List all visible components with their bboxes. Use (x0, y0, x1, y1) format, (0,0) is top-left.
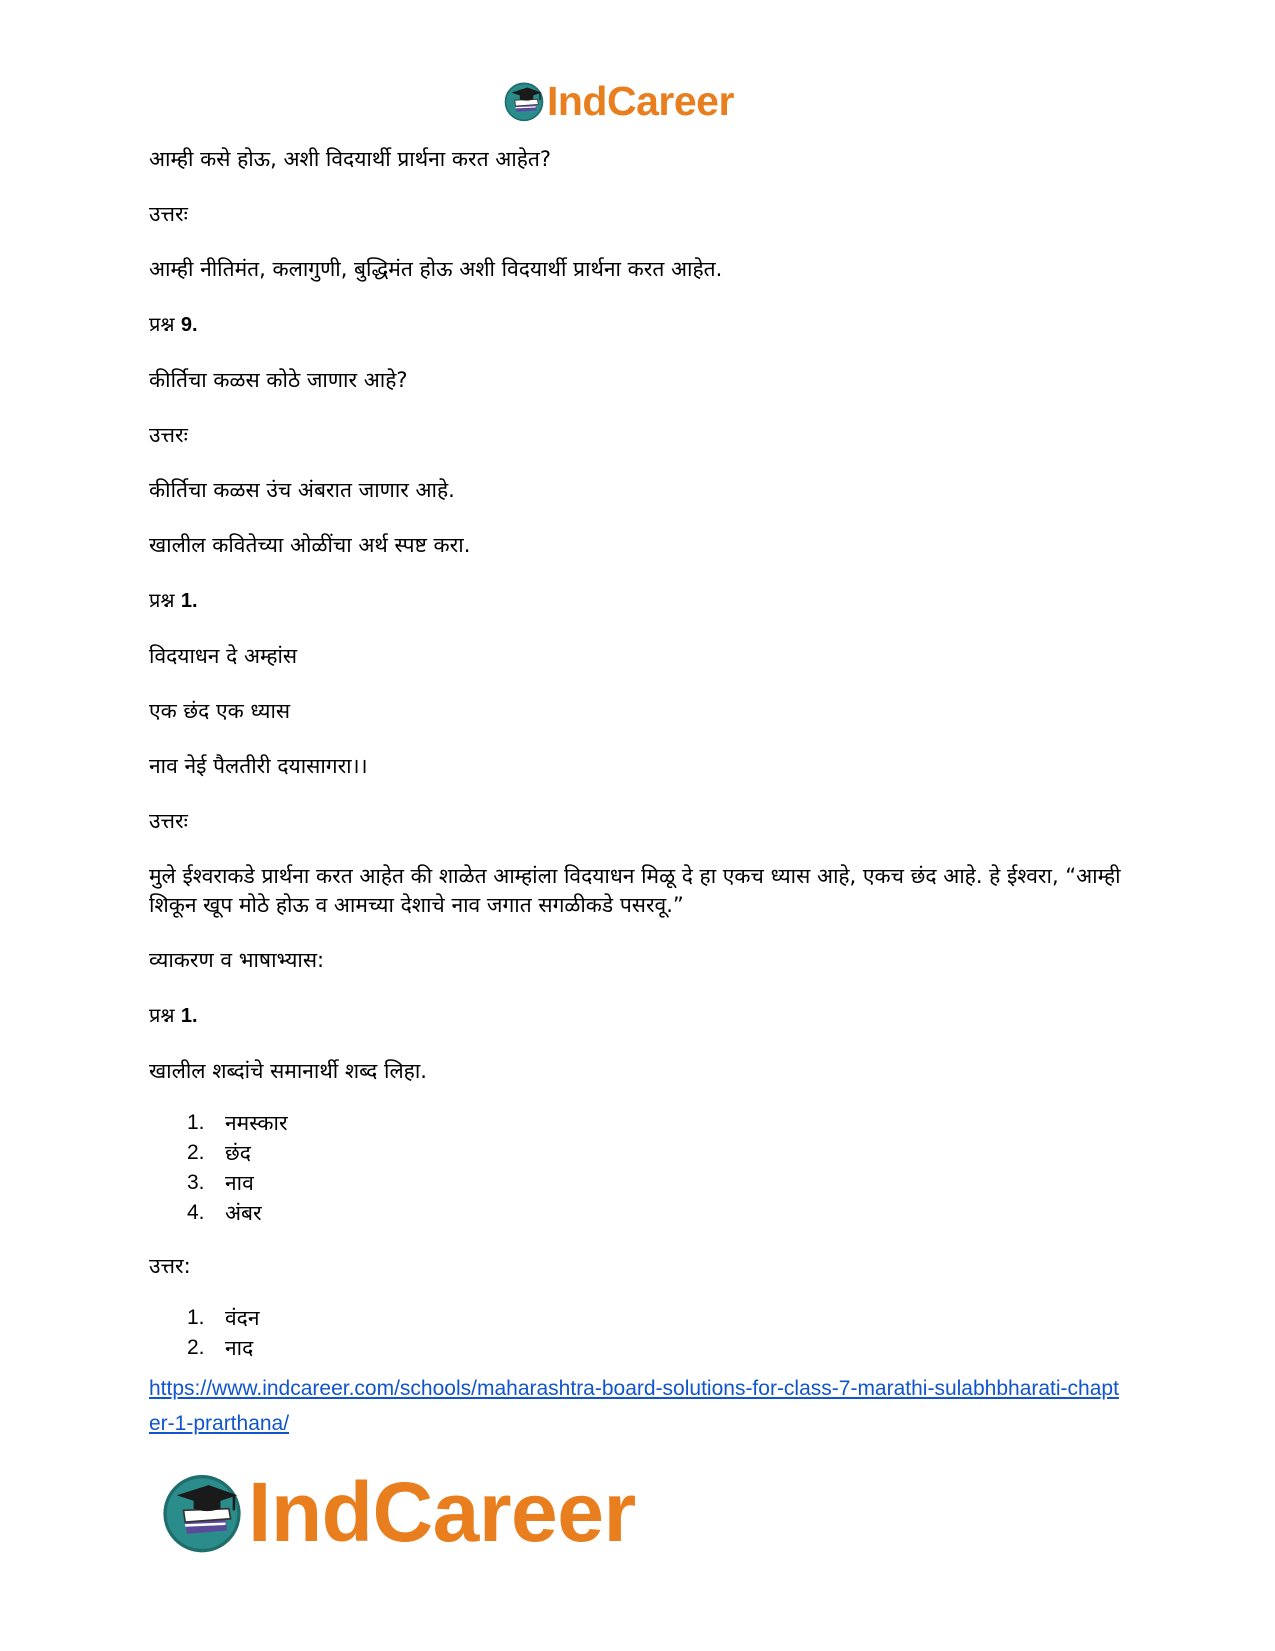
poem-line-3: नाव नेई पैलतीरी दयासागरा।। (149, 754, 368, 778)
meaning-question-1-label-word: प्रश्न (149, 588, 175, 612)
list-item-text: वंदन (225, 1306, 260, 1330)
meaning-question-1-number: 1. (180, 590, 198, 612)
list-item (149, 1303, 1129, 1333)
meaning-question-1-answer-label: उत्तरः (149, 809, 188, 833)
graduation-cap-books-icon (160, 1470, 244, 1554)
question-9-label (149, 310, 1129, 340)
list-item-text: अंबर (225, 1201, 262, 1225)
answer-word-list (149, 1303, 1129, 1363)
list-item-number: 1. (187, 1306, 205, 1329)
meaning-question-1-label (149, 586, 1129, 616)
list-item (149, 1333, 1129, 1363)
section-heading-grammar: व्याकरण व भाषाभ्यास: (149, 948, 325, 972)
question-word-list (149, 1108, 1129, 1228)
list-item-number: 1. (187, 1111, 205, 1134)
footer-logo (160, 1465, 636, 1559)
footer-source-link[interactable]: https://www.indcareer.com/schools/maharashtra-board-solutions-for-class-7-marathi-sulabhbharati-chapter-1-prarthana/ (149, 1377, 1119, 1435)
poem-line-1: विदयाधन दे अम्हांस (149, 644, 298, 668)
list-item-text: नाव (225, 1171, 254, 1195)
graduation-cap-books-icon (503, 80, 545, 122)
logo-wordmark: IndCareer (248, 1465, 636, 1559)
question-9-number: 9. (180, 314, 198, 336)
grammar-question-1-label-word: प्रश्न (149, 1003, 175, 1027)
list-item (149, 1198, 1129, 1228)
question-8-answer: आम्ही नीतिमंत, कलागुणी, बुद्धिमंत होऊ अशी विदयार्थी प्रार्थना करत आहेत. (149, 257, 723, 281)
header-logo (503, 77, 734, 124)
list-item (149, 1138, 1129, 1168)
question-9-text: कीर्तिचा कळस कोठे जाणार आहे? (149, 368, 408, 392)
list-item (149, 1108, 1129, 1138)
grammar-question-1-answer-label: उत्तर: (149, 1254, 191, 1278)
grammar-question-1-text: खालील शब्दांचे समानार्थी शब्द लिहा. (149, 1059, 427, 1083)
question-9-label-word: प्रश्न (149, 312, 175, 336)
list-item-text: छंद (225, 1141, 251, 1165)
question-8-text: आम्ही कसे होऊ, अशी विदयार्थी प्रार्थना करत आहेत? (149, 147, 552, 171)
grammar-question-1-label (149, 1001, 1129, 1031)
grammar-question-1-number: 1. (180, 1005, 198, 1027)
meaning-question-1-answer: मुले ईश्वराकडे प्रार्थना करत आहेत की शाळेत आम्हांला विदयाधन मिळू दे हा एकच ध्यास आहे, एकच छंद आहे. हे ईश्वरा, “आम्ही शिकून खूप मोठे होऊ व आमच्या देशाचे नाव जगात सगळीकडे पसरवू.” (149, 864, 1121, 917)
poem-line-2: एक छंद एक ध्यास (149, 699, 291, 723)
question-9-answer-label: उत्तरः (149, 423, 188, 447)
question-9-answer: कीर्तिचा कळस उंच अंबरात जाणार आहे. (149, 478, 455, 502)
logo-wordmark: IndCareer (547, 77, 734, 124)
section-heading-meaning: खालील कवितेच्या ओळींचा अर्थ स्पष्ट करा. (149, 533, 471, 557)
list-item-text: नमस्कार (225, 1111, 288, 1135)
list-item (149, 1168, 1129, 1198)
question-8-answer-label: उत्तरः (149, 202, 188, 226)
main-content (149, 145, 1129, 1441)
list-item-number: 4. (187, 1201, 205, 1224)
list-item-number: 2. (187, 1336, 205, 1359)
list-item-number: 2. (187, 1141, 205, 1164)
list-item-number: 3. (187, 1171, 205, 1194)
list-item-text: नाद (225, 1336, 254, 1360)
